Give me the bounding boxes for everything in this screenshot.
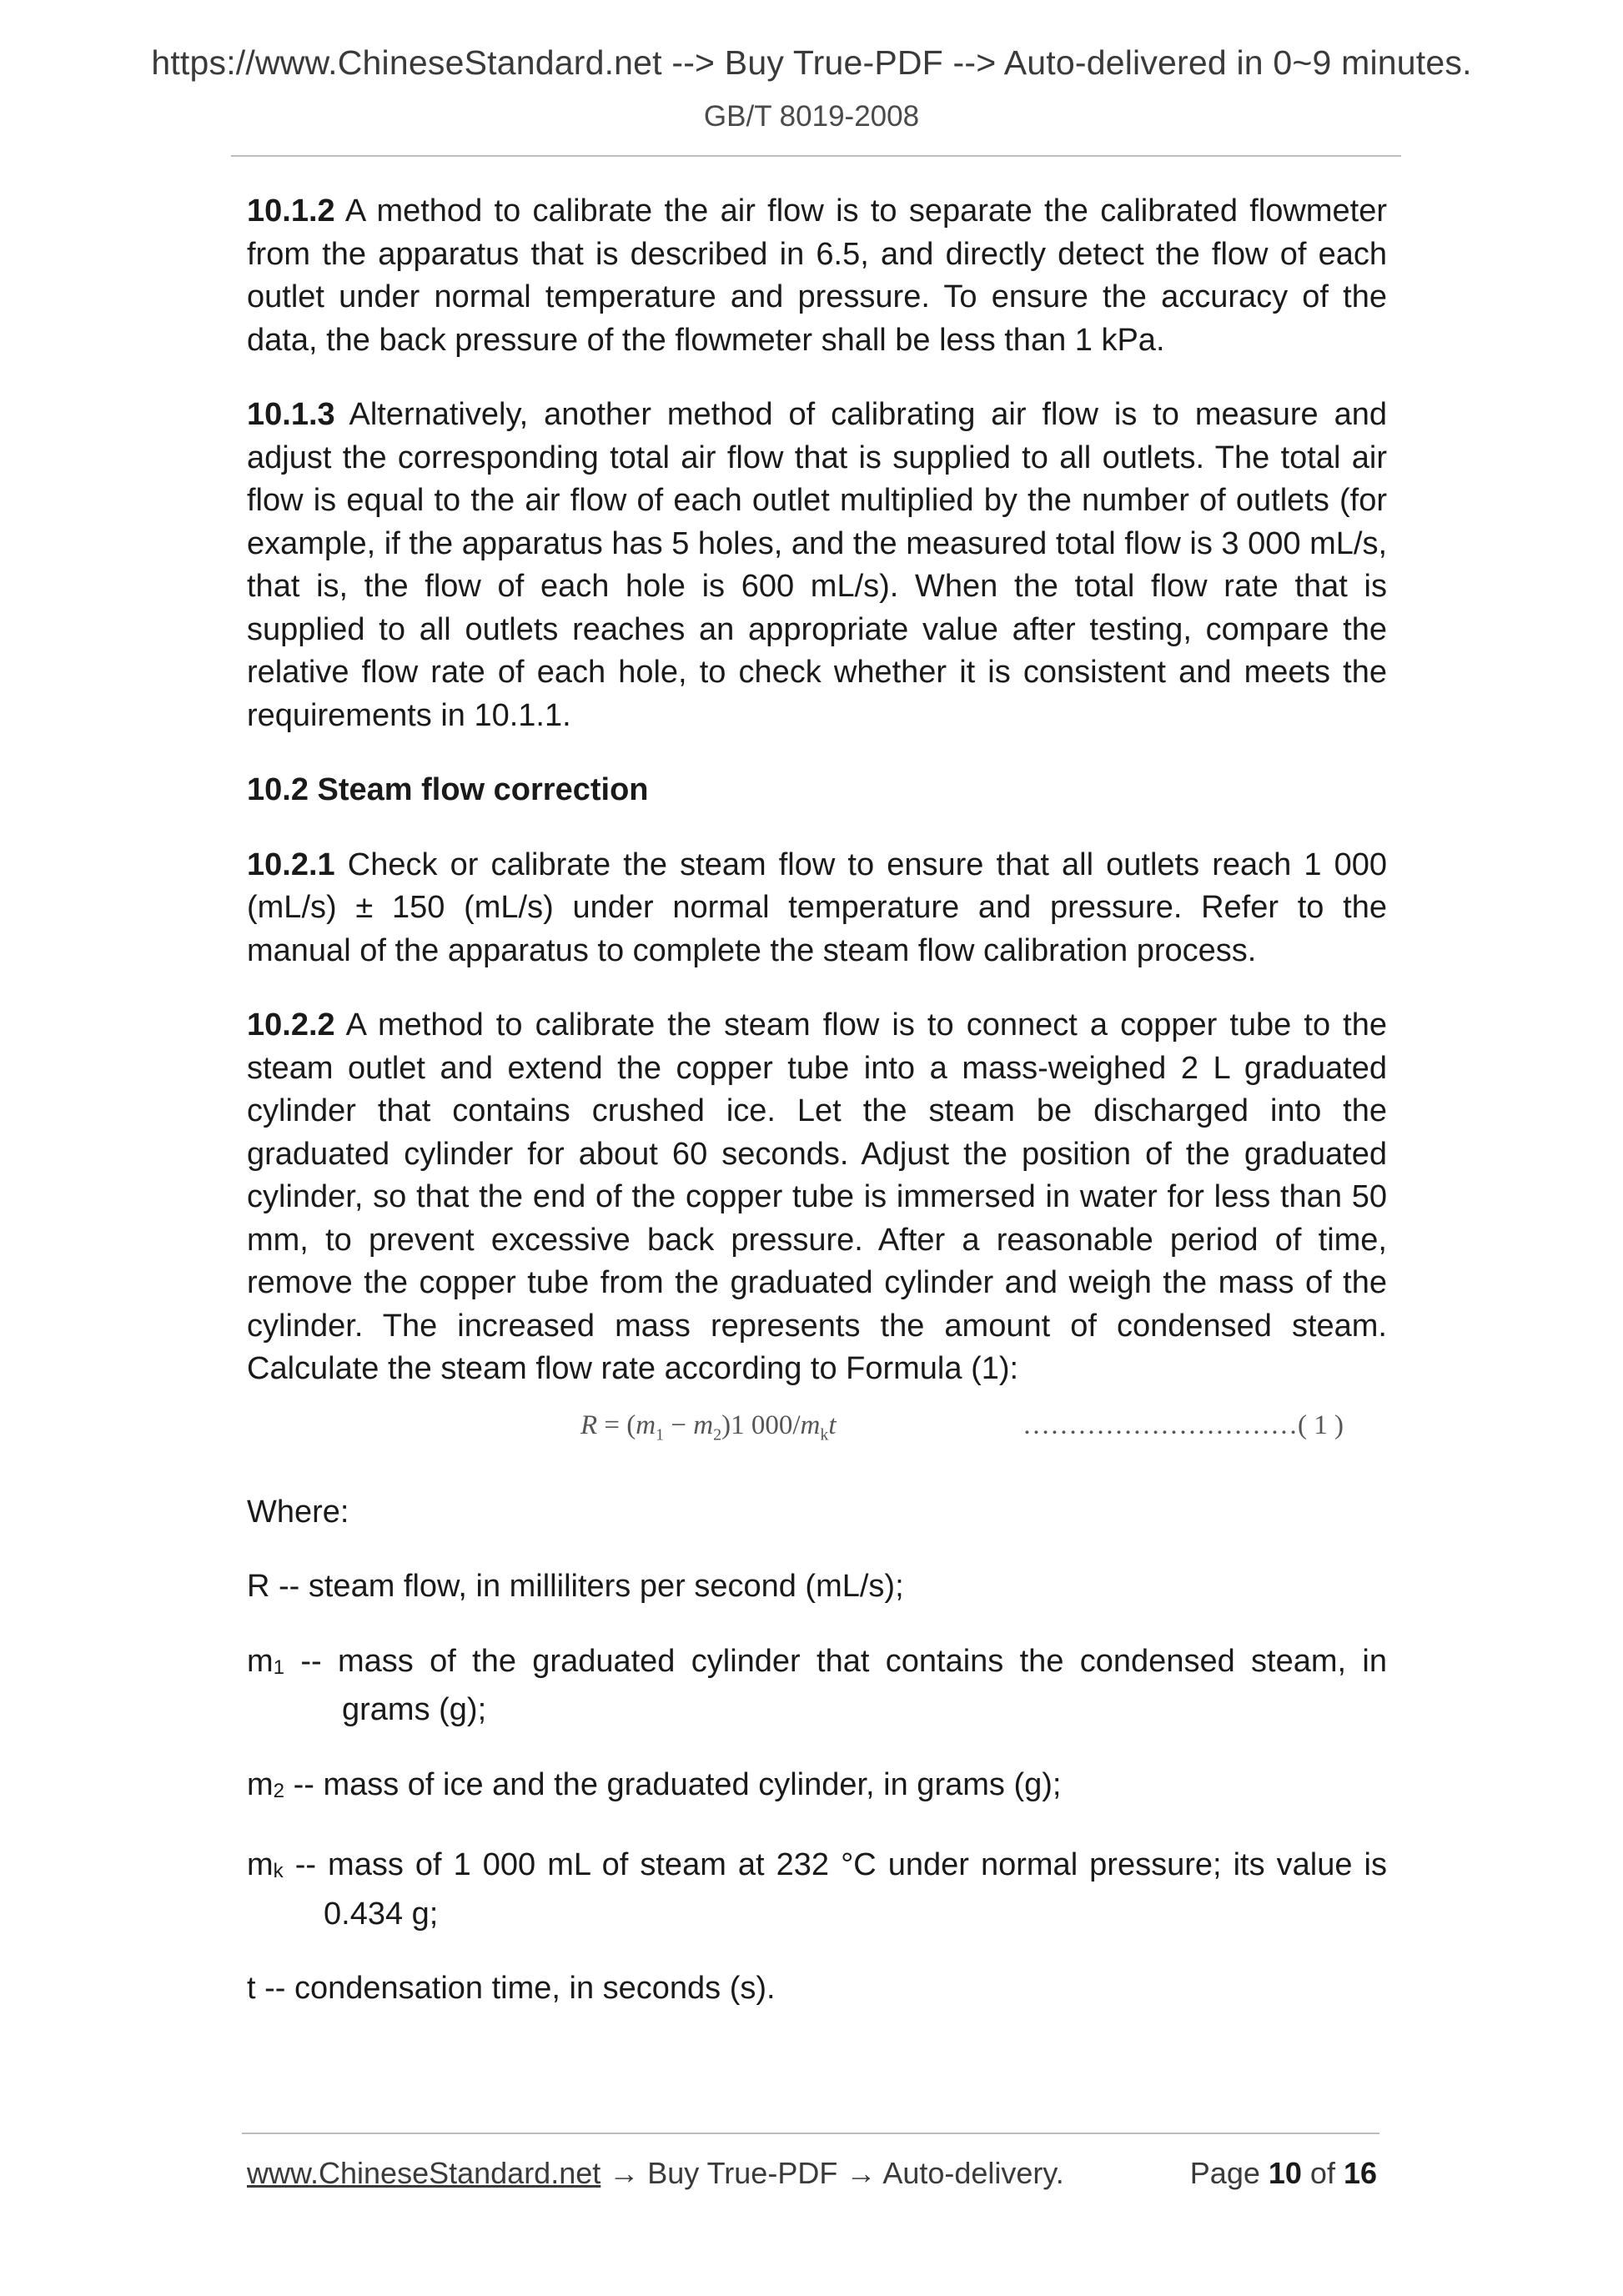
section-heading-10-2: 10.2 Steam flow correction: [247, 772, 649, 807]
paragraph-text: Alternatively, another method of calibrating air flow is to measure and adjust the corresponding total air flow that is supplied to all outlets. The total air flow is equal to the air flow of each outlet multiplied by the number of outlets (for example, if the apparatus has 5 holes, and the measured total flow is 3 000 mL/s, that is, the flow of each hole is 600 mL/s). When the total flow rate that is supplied to all outlets reaches an appropriate value after testing, compare the relative flow rate of each hole, to check whether it is consistent and meets the requirements in 10.1.1.: [247, 397, 1387, 733]
current-page: 10: [1268, 2156, 1302, 2190]
page-indicator: Page 10 of 16: [1189, 2156, 1377, 2190]
formula-expression: $R = (m_1 - m_2)1$ $000/m_kt$: [580, 1409, 837, 1444]
definition-mk: mk -- mass of 1 000 mL of steam at 232 °C under normal pressure; its value is 0.434 g;: [247, 1847, 1387, 1932]
standard-code: GB/T 8019-2008: [703, 100, 920, 133]
definition-R: R -- steam flow, in milliliters per second (mL/s);: [247, 1569, 904, 1604]
paragraph-text: A method to calibrate the air flow is to separate the calibrated flowmeter from the apparatus that is described in 6.5, and directly detect the flow of each outlet under normal temperature and pressure. To ensure the accuracy of the data, the back pressure of the flowmeter shall be less than 1 kPa.: [247, 193, 1387, 358]
where-label: Where:: [247, 1494, 349, 1530]
header-divider: [231, 155, 1401, 157]
footer-site-link[interactable]: www.ChineseStandard.net: [247, 2156, 601, 2190]
definition-m1: m1 -- mass of the graduated cylinder that contains the condensed steam, in grams (g);: [247, 1643, 1387, 1727]
paragraph-10-2-1: [247, 844, 1387, 973]
definition-t: t -- condensation time, in seconds (s).: [247, 1971, 776, 2006]
formula-number: …………………………( 1 ): [1023, 1409, 1344, 1440]
header-url: https://www.ChineseStandard.net --> Buy True-PDF --> Auto-delivered in 0~9 minutes.: [151, 43, 1472, 82]
clause-number: 10.2.1: [247, 847, 335, 882]
paragraph-10-1-2: [247, 190, 1387, 362]
footer-divider: [242, 2133, 1379, 2134]
total-pages: 16: [1343, 2156, 1377, 2190]
clause-number: 10.1.3: [247, 397, 335, 432]
clause-number: 10.2.2: [247, 1007, 335, 1042]
footer-left: [247, 2156, 1064, 2191]
formula-1: [247, 1404, 1387, 1448]
paragraph-text: A method to calibrate the steam flow is to connect a copper tube to the steam outlet and extend the copper tube into a mass-weighed 2 L graduated cylinder that contains crushed ice. Let the steam be discharged into the graduated cylinder for about 60 seconds. Adjust the position of the graduated cylinder, so that the end of the copper tube is immersed in water for less than 50 mm, to prevent excessive back pressure. After a reasonable period of time, remove the copper tube from the graduated cylinder and weigh the mass of the cylinder. The increased mass represents the amount of condensed steam. Calculate the steam flow rate according to Formula (1):: [247, 1007, 1387, 1386]
paragraph-text: Check or calibrate the steam flow to ensure that all outlets reach 1 000 (mL/s) ± 150 (mL/s) under normal temperature and pressure. Refer to the manual of the apparatus to complete the steam flow calibration process.: [247, 847, 1387, 968]
paragraph-10-1-3: [247, 394, 1387, 737]
document-body: [247, 190, 1387, 2042]
clause-number: 10.1.2: [247, 193, 335, 229]
definition-m2: m2 -- mass of ice and the graduated cylinder, in grams (g);: [247, 1766, 1062, 1802]
footer-tagline: → Buy True-PDF → Auto-delivery.: [600, 2156, 1064, 2190]
paragraph-10-2-2: [247, 1004, 1387, 1391]
variable-definitions: [247, 1491, 1387, 2011]
